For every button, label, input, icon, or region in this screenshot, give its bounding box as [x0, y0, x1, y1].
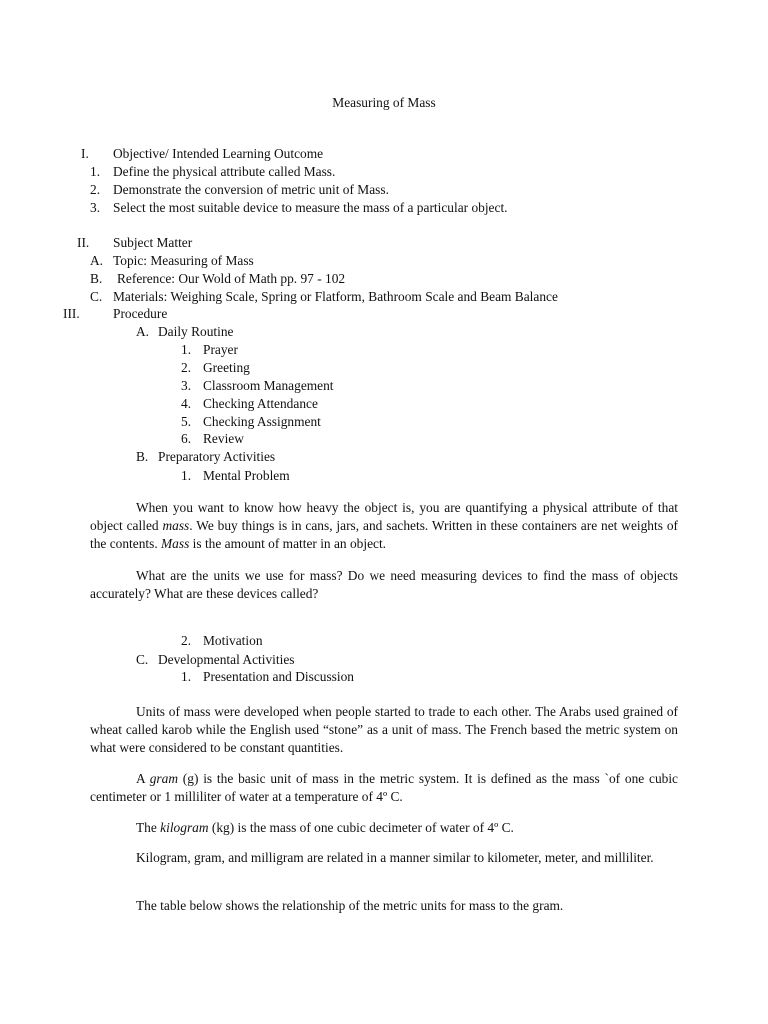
list-number: 3. [90, 200, 101, 215]
page-title: Measuring of Mass [332, 95, 436, 110]
list-letter: C. [90, 289, 103, 304]
paragraph-gram-definition [90, 770, 678, 806]
list-number: 4. [181, 396, 192, 411]
list-letter: A. [90, 253, 104, 268]
list-item: Topic: Measuring of Mass [113, 253, 254, 268]
list-letter: A. [136, 324, 150, 339]
emphasis: gram [149, 771, 179, 786]
list-number: 1. [181, 669, 192, 684]
paragraph-kilogram-definition [90, 819, 678, 837]
section-heading: Objective/ Intended Learning Outcome [113, 146, 324, 161]
list-item: Select the most suitable device to measure the mass of a particular object. [113, 200, 508, 215]
list-item: Demonstrate the conversion of metric unit of Mass. [113, 182, 389, 197]
text: A [136, 771, 150, 786]
list-number: 1. [90, 164, 101, 179]
list-item: Reference: Our Wold of Math pp. 97 - 102 [117, 271, 346, 286]
subsection-heading: Daily Routine [158, 324, 234, 339]
list-number: 2. [90, 182, 101, 197]
subsection-heading: Developmental Activities [158, 652, 295, 667]
list-item: Mental Problem [203, 468, 290, 483]
list-item: Checking Attendance [203, 396, 318, 411]
paragraph-units-history: Units of mass were developed when people started to trade to each other. The Arabs used grained of wheat called karob while the English used “stone” as a unit of mass. The French based the metric system on what were considered to be constant quantities. [90, 704, 678, 755]
list-number: 5. [181, 414, 192, 429]
list-item: Materials: Weighing Scale, Spring or Flatform, Bathroom Scale and Beam Balance [113, 289, 558, 304]
text: When you want to know how heavy the object is, you are quantifying a physical attribute of that object called [90, 500, 678, 533]
list-number: 2. [181, 633, 192, 648]
list-number: 1. [181, 342, 192, 357]
list-item: Greeting [203, 360, 250, 375]
section-heading: Procedure [113, 306, 168, 321]
list-item: Presentation and Discussion [203, 669, 354, 684]
section-number: II. [77, 235, 90, 250]
list-item: Review [203, 431, 244, 446]
text: (kg) is the mass of one cubic decimeter of water of 4º C. [208, 820, 514, 835]
list-letter: C. [136, 652, 149, 667]
list-letter: B. [136, 449, 149, 464]
section-heading: Subject Matter [113, 235, 193, 250]
list-item: Checking Assignment [203, 414, 321, 429]
subsection-heading: Preparatory Activities [158, 449, 276, 464]
text: is the amount of matter in an object. [189, 535, 387, 551]
text: The [136, 820, 161, 835]
list-number: 2. [181, 360, 192, 375]
paragraph-mass-intro [90, 499, 678, 552]
paragraph-table-intro: The table below shows the relationship of the metric units for mass to the gram. [136, 898, 564, 913]
list-number: 1. [181, 468, 192, 483]
paragraph-unit-relations: Kilogram, gram, and milligram are related in a manner similar to kilometer, meter, and milliliter. [136, 850, 654, 865]
list-item: Classroom Management [203, 378, 334, 393]
list-number: 6. [181, 431, 192, 446]
list-letter: B. [90, 271, 103, 286]
text: . We buy things is in cans, jars, and sachets. Written in these containers are net weights of the contents. [90, 517, 678, 551]
list-item: Prayer [203, 342, 238, 357]
section-number: I. [81, 146, 89, 161]
text: (g) is the basic unit of mass in the metric system. It is defined as the mass `of one cubic centimeter or 1 milliliter of water at a temperature of 4º C. [90, 771, 679, 804]
list-number: 3. [181, 378, 192, 393]
paragraph-questions: What are the units we use for mass? Do we need measuring devices to find the mass of objects accurately? What are these devices called? [90, 568, 678, 601]
emphasis: Mass [161, 535, 190, 551]
section-number: III. [63, 306, 80, 321]
emphasis: mass [162, 517, 190, 533]
list-item: Motivation [203, 633, 263, 648]
emphasis: kilogram [160, 820, 209, 835]
list-item: Define the physical attribute called Mass. [113, 164, 336, 179]
